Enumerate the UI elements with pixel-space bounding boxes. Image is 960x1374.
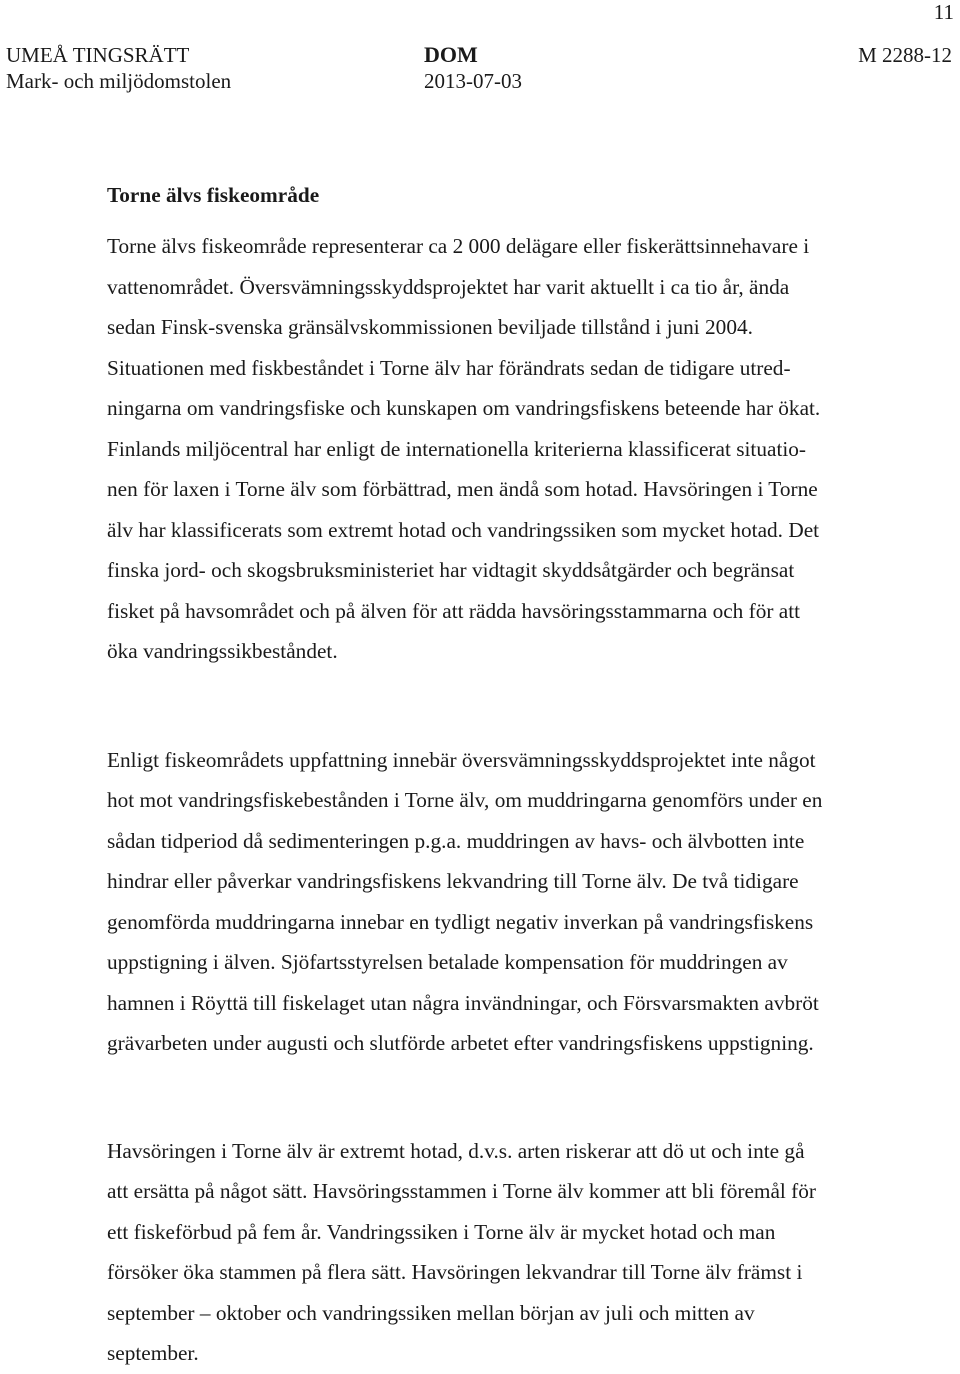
- text-line: finska jord- och skogsbruksministeriet har vidtagit skyddsåtgärder och begränsat: [107, 558, 795, 582]
- paragraph-1: [107, 226, 887, 672]
- text-line: Enligt fiskeområdets uppfattning innebär översvämningsskyddsprojektet inte något: [107, 747, 816, 772]
- section-heading: Torne älvs fiskeområde: [107, 183, 320, 207]
- court-division: Mark- och miljödomstolen: [6, 69, 232, 93]
- header-court: [6, 42, 231, 94]
- text-line: att ersätta på något sätt. Havsöringsstammen i Torne älv kommer att bli föremål för: [107, 1179, 816, 1203]
- text-line: nen för laxen i Torne älv som förbättrad, men ändå som hotad. Havsöringen i Torne: [107, 477, 818, 501]
- paragraph-gap: [107, 672, 887, 740]
- text-line: Torne älvs fiskeområde representerar ca 2 000 delägare eller fiskerättsinnehavare i: [107, 234, 810, 258]
- text-line: grävarbeten under augusti och slutförde arbetet efter vandringsfiskens uppstigning.: [107, 1031, 814, 1055]
- text-line: fisket på havsområdet och på älven för att rädda havsöringsstammarna och för att: [107, 598, 801, 623]
- header-document: [424, 42, 522, 94]
- page-number: 11: [933, 0, 954, 24]
- document-type: DOM: [424, 42, 478, 67]
- text-line: Finlands miljöcentral har enligt de internationella kriterierna klassificerat situatio-: [107, 436, 807, 461]
- document-body: [107, 176, 887, 1374]
- paragraph-gap: [107, 1064, 887, 1131]
- text-line: Havsöringen i Torne älv är extremt hotad, d.v.s. arten riskerar att dö ut och inte gå: [107, 1138, 805, 1163]
- text-line: hamnen i Röyttä till fiskelaget utan några invändningar, och Försvarsmakten avbröt: [107, 990, 819, 1015]
- court-name: UMEÅ TINGSRÄTT: [6, 43, 190, 67]
- text-line: sådan tidperiod då sedimenteringen p.g.a. muddringen av havs- och älvbotten inte: [107, 828, 805, 853]
- text-line: öka vandringssikbeståndet.: [107, 639, 338, 663]
- text-line: september.: [107, 1341, 199, 1365]
- text-line: hot mot vandringsfiskebestånden i Torne älv, om muddringarna genomförs under en: [107, 788, 823, 812]
- text-line: hindrar eller påverkar vandringsfiskens lekvandring till Torne älv. De två tidigare: [107, 869, 799, 893]
- text-line: ett fiskeförbud på fem år. Vandringssiken i Torne älv är mycket hotad och man: [107, 1219, 776, 1244]
- document-date: 2013-07-03: [424, 69, 522, 93]
- text-line: älv har klassificerats som extremt hotad och vandringssiken som mycket hotad. Det: [107, 517, 820, 542]
- text-line: Situationen med fiskbeståndet i Torne älv har förändrats sedan de tidigare utred-: [107, 355, 791, 380]
- text-line: uppstigning i älven. Sjöfartsstyrelsen betalade kompensation för muddringen av: [107, 950, 788, 974]
- text-line: vattenområdet. Översvämningsskyddsprojektet har varit aktuellt i ca tio år, ända: [107, 274, 790, 299]
- text-line: september – oktober och vandringssiken mellan början av juli och mitten av: [107, 1300, 755, 1325]
- text-line: sedan Finsk-svenska gränsälvskommissionen beviljade tillstånd i juni 2004.: [107, 315, 753, 339]
- case-number: M 2288-12: [858, 43, 952, 67]
- text-line: genomförda muddringarna innebar en tydligt negativ inverkan på vandringsfiskens: [107, 909, 814, 934]
- text-line: försöker öka stammen på flera sätt. Havsöringen lekvandrar till Torne älv främst i: [107, 1260, 803, 1284]
- paragraph-2: [107, 740, 887, 1064]
- paragraph-3: [107, 1131, 887, 1374]
- text-line: ningarna om vandringsfiske och kunskapen om vandringsfiskens beteende har ökat.: [107, 396, 821, 420]
